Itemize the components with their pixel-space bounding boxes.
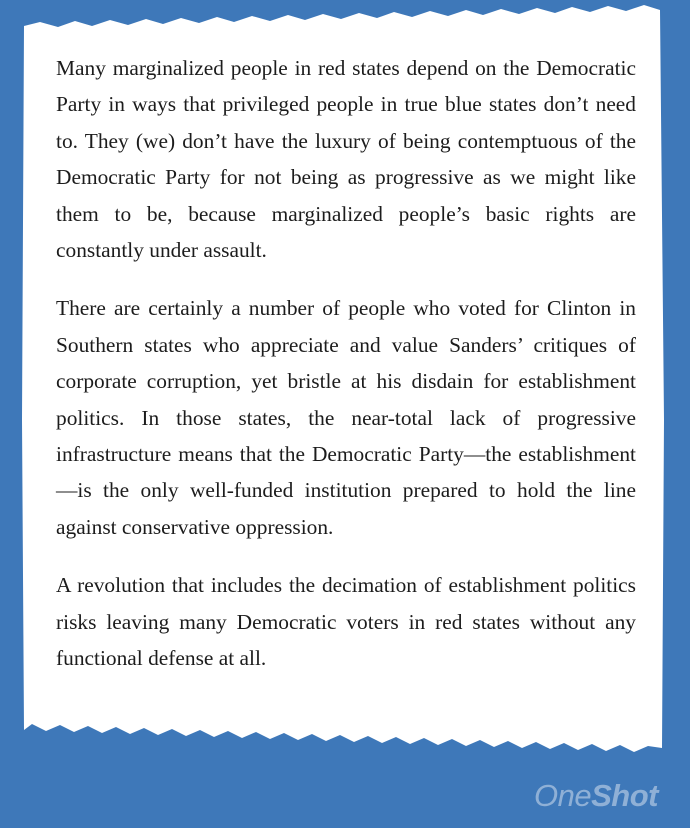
article-text bbox=[56, 50, 636, 677]
paragraph-1: Many marginalized people in red states depend on the Democratic Party in ways that privileged people in true blue states don’t need to. They (we) don’t have the luxury of being contemptuous of the Democratic Party for not being as progressive as we might like them to be, because marginalized people’s basic rights are constantly under assault. bbox=[56, 56, 636, 263]
logo-text-one: One bbox=[534, 778, 592, 813]
oneshot-logo bbox=[534, 778, 658, 814]
paragraph-3: A revolution that includes the decimation of establishment politics risks leaving many Democratic voters in red states without any functional defense at all. bbox=[56, 573, 636, 671]
logo-text-shot: Shot bbox=[591, 778, 658, 813]
paragraph-2: There are certainly a number of people who voted for Clinton in Southern states who appreciate and value Sanders’ critiques of corporate corruption, yet bristle at his disdain for establishment politics. In those states, the near-total lack of progressive infrastructure means that the Democratic Party—the establishment—is the only well-funded institution prepared to hold the line against conservative oppression. bbox=[56, 296, 636, 539]
